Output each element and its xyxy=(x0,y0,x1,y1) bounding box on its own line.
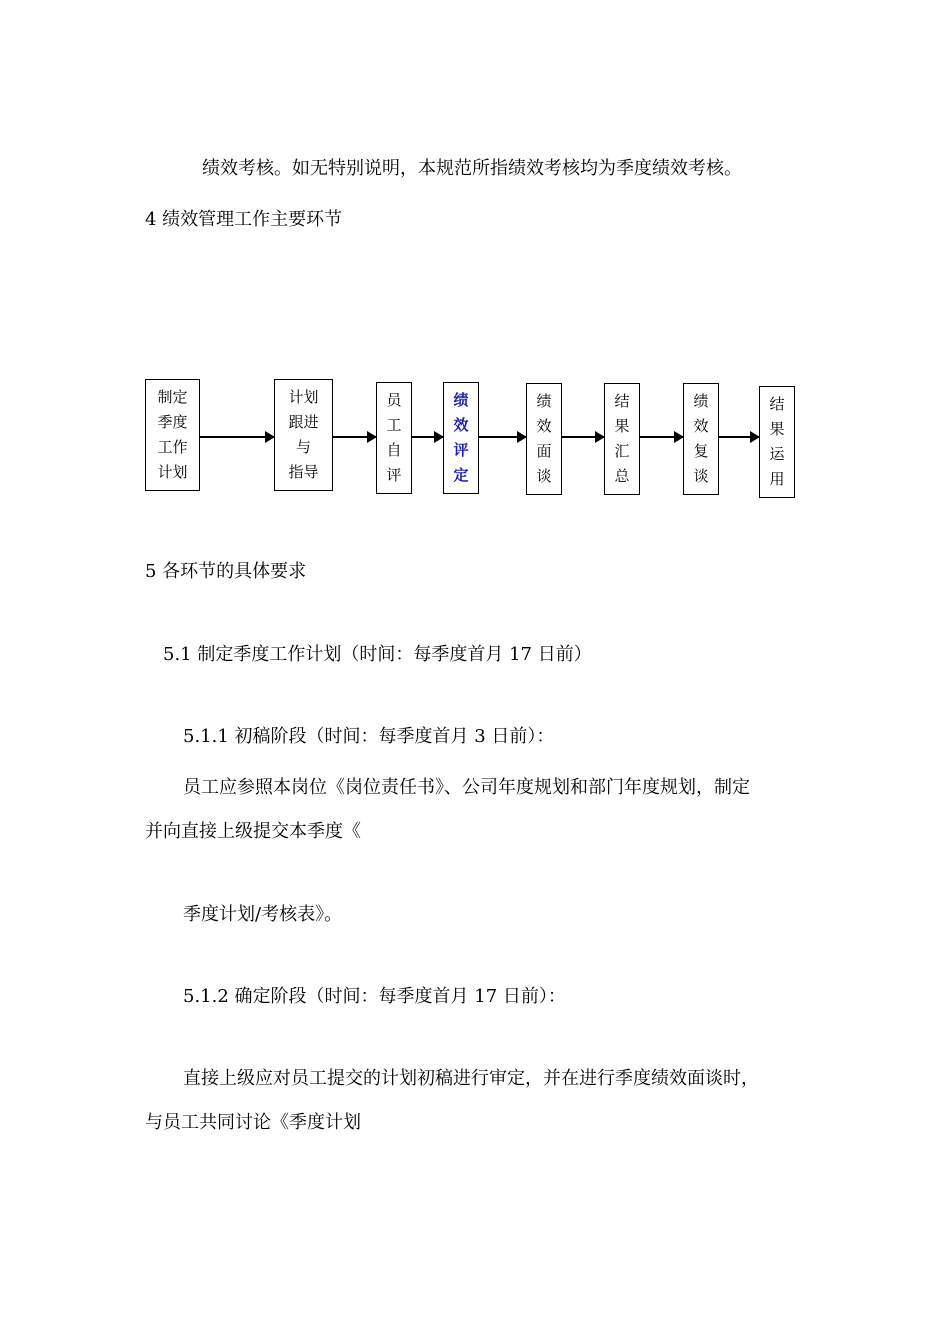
subsection-heading-5-1-2: 5.1.2 确定阶段（时间：每季度首月 17 日前）： xyxy=(183,986,566,1007)
flow-arrow xyxy=(719,436,759,438)
flow-step-review-talk xyxy=(683,383,719,495)
flow-step-label: 结 果 运 用 xyxy=(769,395,785,488)
flow-step-self-review xyxy=(376,382,412,494)
body-paragraph-line: 直接上级应对员工提交的计划初稿进行审定，并在进行季度绩效面谈时， xyxy=(183,1068,759,1089)
flow-arrow xyxy=(412,436,443,438)
flow-arrow xyxy=(333,436,376,438)
flow-step-apply-results xyxy=(759,386,795,498)
flow-arrow xyxy=(640,436,683,438)
section-heading-5: 5 各环节的具体要求 xyxy=(145,561,307,582)
flow-step-interview xyxy=(526,383,562,495)
flow-arrow xyxy=(562,436,604,438)
flow-arrow xyxy=(200,436,274,438)
subsection-heading-5-1-1: 5.1.1 初稿阶段（时间：每季度首月 3 日前）： xyxy=(183,726,555,747)
flow-step-label: 绩 效 评 定 xyxy=(453,391,469,484)
body-paragraph-line: 与员工共同讨论《季度计划 xyxy=(145,1112,361,1133)
flow-step-follow-up xyxy=(274,379,333,491)
body-paragraph-line: 并向直接上级提交本季度《 xyxy=(145,821,361,842)
flow-arrow xyxy=(479,436,526,438)
paragraph-continuation: 绩效考核。如无特别说明，本规范所指绩效考核均为季度绩效考核。 xyxy=(202,158,742,179)
flow-step-summary xyxy=(604,383,640,495)
flow-step-label: 制定 季度 工作 计划 xyxy=(157,388,188,481)
section-heading-4: 4 绩效管理工作主要环节 xyxy=(145,209,343,230)
subsection-heading-5-1: 5.1 制定季度工作计划（时间：每季度首月 17 日前） xyxy=(163,644,592,665)
flow-step-label: 绩 效 面 谈 xyxy=(536,392,552,485)
flow-step-label: 计划 跟进 与 指导 xyxy=(288,388,319,481)
flow-step-label: 员 工 自 评 xyxy=(386,391,402,484)
flow-step-evaluation xyxy=(443,382,479,494)
flow-step-make-plan xyxy=(145,379,200,491)
body-paragraph-line: 员工应参照本岗位《岗位责任书》、公司年度规划和部门年度规划，制定 xyxy=(183,777,750,798)
flow-step-label: 绩 效 复 谈 xyxy=(693,392,709,485)
flow-step-label: 结 果 汇 总 xyxy=(614,392,630,485)
body-paragraph-line: 季度计划/考核表》。 xyxy=(183,904,343,925)
